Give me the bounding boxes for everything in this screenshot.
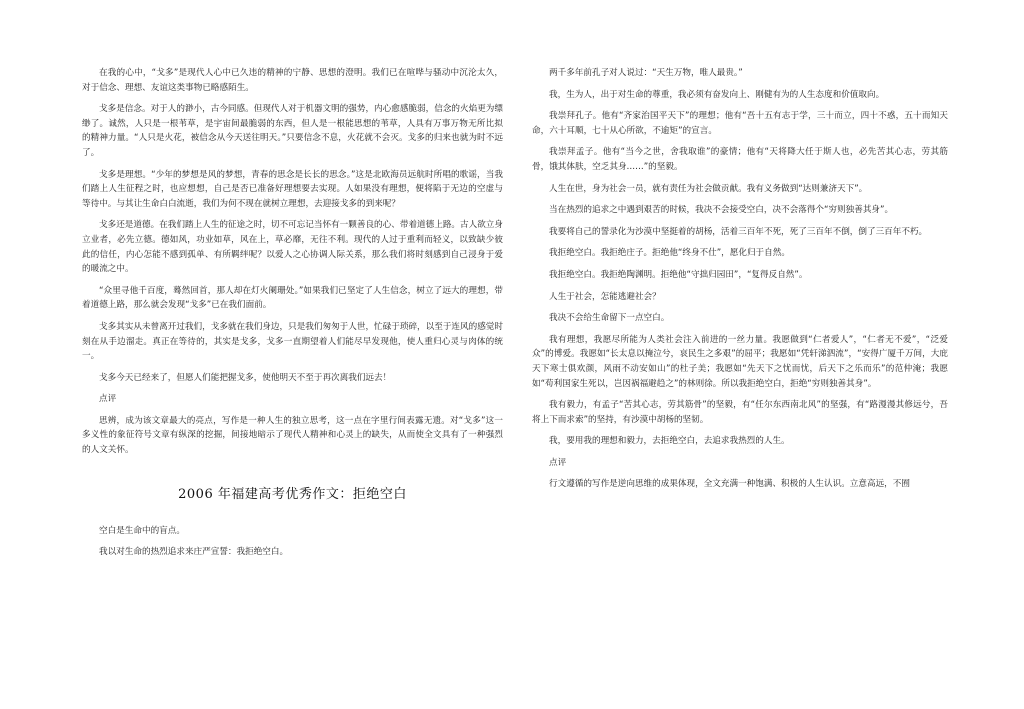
paragraph: 人生在世，身为社会一员，就有责任为社会做贡献。我有义务做到“达则兼济天下”。	[549, 183, 868, 194]
paragraph: 我拒绝空白。我拒绝庄子。拒绝他“终身不仕”，愿化归于自然。	[549, 248, 790, 259]
paragraph: 我以对生命的热烈追求来庄严宣誓：我拒绝空白。	[99, 547, 289, 558]
paragraph: 我有毅力，有孟子“苦其心志，劳其筋骨”的坚毅，有“任尔东西南北风”的坚强，有“路漫漫其修远兮，吾将上下而求索”的坚持，有沙漠中胡杨的坚韧。	[532, 400, 948, 425]
left-column	[82, 66, 503, 567]
paragraph: 两千多年前孔子对人说过：“天生万物，唯人最贵。”	[549, 68, 743, 78]
paragraph: 我拒绝空白。我拒绝陶渊明。拒绝他“守拙归园田”，“复得反自然”。	[549, 269, 808, 280]
paragraph: 在我的心中，“戈多”是现代人心中已久违的精神的宁静、思想的澄明。我们已在喧哗与骚动中沉沦太久，对于信念、理想、友谊这类事物已略感陌生。	[82, 68, 503, 93]
paragraph: 戈多是信念。对于人的渺小，古今同感。但现代人对于机器文明的强势，内心愈感脆弱，信念的火焰更为缥缈了。诚然，人只是一根苇草，是宇宙间最脆弱的东西，但人是一根能思想的苇草，人具有万事万物无所比拟的精神力量。“人只是火花，被信念从今天送往明天。”只要信念不息，火花就不会灭。戈多的归来也就为时不远了。	[82, 104, 503, 158]
comment-label: 点评	[99, 394, 117, 405]
paragraph: 空白是生命中的盲点。	[99, 525, 185, 536]
paragraph: 当在热烈的追求之中遇到艰苦的时候，我决不会接受空白，决不会落得个“穷则独善其身”。	[549, 205, 894, 216]
paragraph: 戈多是理想。“少年的梦想是风的梦想，青春的思念是长长的思念。”这是北欧海员远航时所唱的歌谣，当我们踏上人生征程之时，也应想想，自己是否已准备好理想要去实现。人如果没有理想，便将陷于无边的空虚与等待中。与其让生命白白流逝，我们为何不现在就树立理想，去迎接戈多的到来呢？	[82, 169, 503, 209]
comment-text: 行文遵循的写作是逆向思维的成果体现，全文充满一种饱满、积极的人生认识。立意高远，不囿	[549, 479, 910, 490]
paragraph: 我有理想，我愿尽所能为人类社会注入前进的一丝力量。我愿做到“仁者爱人”，“仁者无不爱”，“泛爱众”的博爱。我愿如“长太息以掩泣兮，哀民生之多艰”的屈平；我愿如“凭轩涕泗流”，“安得广厦千万间，大庇天下寒士俱欢颜，风雨不动安如山”的杜子美；我愿如“先天下之忧而忧，后天下之乐而乐”的范仲淹；我愿如“苟利国家生死以，岂因祸福避趋之”的林则徐。所以我拒绝空白，拒绝“穷则独善其身”。	[532, 334, 948, 389]
paragraph: 我崇拜孟子。他有“当今之世，舍我取谁”的豪情；他有“天将降大任于斯人也，必先苦其心志，劳其筋骨，饿其体肤，空乏其身……”的坚毅。	[532, 147, 948, 172]
paragraph: 戈多还是道德。在我们踏上人生的征途之时，切不可忘记当怀有一颗善良的心、带着道德上路。古人欲立身立业者，必先立德。德如风，功业如草，风在上，草必靡，无往不利。现代的人过于重利而轻义，以致缺少彼此的信任，内心怎能不感到孤单、有所羁绊呢？以爱人之心协调人际关系，那么我们将时刻感到自己浸身于爱的暖流之中。	[82, 220, 503, 275]
essay-title: 2006 年福建高考优秀作文：拒绝空白	[178, 486, 407, 502]
paragraph: 戈多今天已经来了，但愿人们能把握戈多，使他明天不至于再次离我们远去！	[99, 372, 392, 383]
paragraph: 我，要用我的理想和毅力，去拒绝空白，去追求我热烈的人生。	[549, 436, 790, 447]
comment-text: 思辨，成为该文章最大的亮点，写作是一种人生的独立思考，这一点在字里行间表露无遗。对“戈多”这一多义性的象征符号文章有纵深的挖掘，间接地暗示了现代人精神和心灵上的缺失，从而使全文具有了一种强烈的人文关怀。	[82, 415, 503, 456]
paragraph: 我要将自己的誓录化为沙漠中坚挺着的胡杨，活着三百年不死，死了三百年不倒，倒了三百年不朽。	[549, 226, 928, 237]
comment-label: 点评	[549, 457, 567, 468]
paragraph: 戈多其实从未曾离开过我们，戈多就在我们身边，只是我们匆匆于人世，忙碌于琐碎，以至于连风的感觉时刻在从手边溜走。真正在等待的，其实是戈多，戈多一直期望着人们能尽早发现他，使人重归心灵与肉体的统一。	[82, 321, 503, 362]
paragraph: 我，生为人，出于对生命的尊重，我必须有奋发向上、刚健有为的人生态度和价值取向。	[549, 89, 885, 100]
right-column	[532, 66, 948, 499]
paragraph: 我崇拜孔子。他有“齐家治国平天下”的理想；他有“吾十五有志于学，三十而立，四十不惑，五十而知天命，六十耳顺，七十从心所欲，不逾矩”的宣言。	[532, 111, 948, 136]
paragraph: “众里寻他千百度，蓦然回首，那人却在灯火阑珊处。”如果我们已坚定了人生信念，树立了远大的理想，带着道德上路，那么就会发现“戈多”已在我们面前。	[82, 285, 503, 311]
paragraph: 人生于社会，怎能逃避社会？	[549, 291, 661, 302]
paragraph: 我决不会给生命留下一点空白。	[549, 313, 670, 324]
